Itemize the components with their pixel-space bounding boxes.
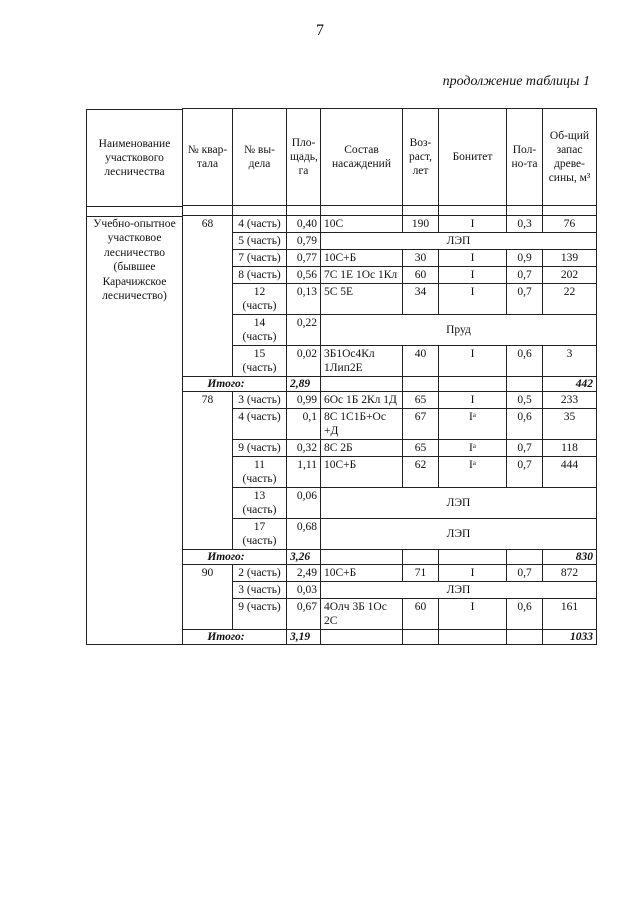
stock-cell: 139: [543, 250, 597, 267]
composition-cell: 6Ос 1Б 2Кл 1Д: [321, 392, 403, 409]
vydel-cell: 2 (часть): [233, 565, 287, 582]
kvartal-cell: 78: [183, 392, 233, 550]
area-cell: 0,68: [287, 519, 321, 550]
note-cell: ЛЭП: [321, 519, 597, 550]
polnota-cell: 0,6: [507, 346, 543, 377]
area-cell: 0,22: [287, 315, 321, 346]
bonitet-cell: I: [439, 346, 507, 377]
vydel-cell: 15 (часть): [233, 346, 287, 377]
table-row: [183, 599, 597, 630]
header-age: Воз-раст, лет: [403, 109, 439, 206]
area-cell: 0,1: [287, 409, 321, 440]
total-empty: [321, 630, 403, 645]
area-cell: 2,49: [287, 565, 321, 582]
total-area: 2,89: [287, 377, 321, 392]
note-cell: Пруд: [321, 315, 597, 346]
total-label: Итого:: [183, 550, 287, 565]
table-row: [183, 440, 597, 457]
vydel-cell: 13 (часть): [233, 488, 287, 519]
total-empty: [403, 550, 439, 565]
header-area: Пло-щадь, га: [287, 109, 321, 206]
total-area: 3,19: [287, 630, 321, 645]
table-header-row: [183, 109, 597, 206]
polnota-cell: 0,9: [507, 250, 543, 267]
vydel-cell: 3 (часть): [233, 582, 287, 599]
table-row: [183, 519, 597, 550]
age-cell: 65: [403, 392, 439, 409]
age-cell: 30: [403, 250, 439, 267]
header-kvartal: № квар-тала: [183, 109, 233, 206]
table-row: [183, 565, 597, 582]
table-row: [183, 582, 597, 599]
table-row: [183, 409, 597, 440]
area-cell: 0,79: [287, 233, 321, 250]
polnota-cell: 0,7: [507, 457, 543, 488]
table-row: [183, 233, 597, 250]
area-cell: 0,56: [287, 267, 321, 284]
table-continued-label: продолжение таблицы 1: [442, 74, 590, 89]
composition-cell: 10С+Б: [321, 250, 403, 267]
polnota-cell: 0,6: [507, 599, 543, 630]
total-empty: [507, 550, 543, 565]
note-cell: ЛЭП: [321, 233, 597, 250]
header-stock: Об-щий запас древе-сины, м³: [543, 109, 597, 206]
bonitet-cell: I: [439, 599, 507, 630]
stock-cell: 3: [543, 346, 597, 377]
composition-cell: 10С+Б: [321, 565, 403, 582]
composition-cell: 8С 1С1Б+Ос +Д: [321, 409, 403, 440]
vydel-cell: 7 (часть): [233, 250, 287, 267]
polnota-cell: 0,7: [507, 267, 543, 284]
bonitet-cell: Iᵃ: [439, 440, 507, 457]
vydel-cell: 3 (часть): [233, 392, 287, 409]
total-empty: [439, 630, 507, 645]
vydel-cell: 17 (часть): [233, 519, 287, 550]
total-empty: [321, 550, 403, 565]
kvartal-cell: 68: [183, 216, 233, 377]
header-forestry-name: Наименование участкового лесничества: [86, 109, 182, 207]
total-empty: [507, 630, 543, 645]
stock-cell: 233: [543, 392, 597, 409]
vydel-cell: 5 (часть): [233, 233, 287, 250]
composition-cell: 10С: [321, 216, 403, 233]
stock-cell: 22: [543, 284, 597, 315]
age-cell: 60: [403, 267, 439, 284]
vydel-cell: 11 (часть): [233, 457, 287, 488]
total-empty: [439, 377, 507, 392]
header-vydel: № вы-дела: [233, 109, 287, 206]
stock-cell: 202: [543, 267, 597, 284]
stock-cell: 35: [543, 409, 597, 440]
area-cell: 0,67: [287, 599, 321, 630]
age-cell: 190: [403, 216, 439, 233]
polnota-cell: 0,6: [507, 409, 543, 440]
stock-cell: 118: [543, 440, 597, 457]
bonitet-cell: I: [439, 284, 507, 315]
vydel-cell: 9 (часть): [233, 440, 287, 457]
table-row: [183, 457, 597, 488]
polnota-cell: 0,7: [507, 284, 543, 315]
age-cell: 40: [403, 346, 439, 377]
forestry-name: Учебно-опытное участковое лесничество (бывшее Карачижское лесничество): [93, 217, 176, 302]
bonitet-cell: Iᵃ: [439, 409, 507, 440]
table-row: [183, 250, 597, 267]
total-stock: 830: [543, 550, 597, 565]
age-cell: 65: [403, 440, 439, 457]
composition-cell: 4Олч 3Б 1Ос 2С: [321, 599, 403, 630]
area-cell: 0,32: [287, 440, 321, 457]
table-body: [183, 216, 597, 645]
total-row: [183, 630, 597, 645]
composition-cell: 3Б1Ос4Кл 1Лип2Е: [321, 346, 403, 377]
bonitet-cell: Iᵃ: [439, 457, 507, 488]
polnota-cell: 0,5: [507, 392, 543, 409]
area-cell: 0,99: [287, 392, 321, 409]
total-area: 3,26: [287, 550, 321, 565]
bonitet-cell: I: [439, 250, 507, 267]
stock-cell: 444: [543, 457, 597, 488]
forestry-name-cell: [86, 216, 182, 645]
table-row: [183, 216, 597, 233]
table-row: [183, 346, 597, 377]
vydel-cell: 12 (часть): [233, 284, 287, 315]
vydel-cell: 8 (часть): [233, 267, 287, 284]
total-row: [183, 550, 597, 565]
age-cell: 62: [403, 457, 439, 488]
stock-cell: 161: [543, 599, 597, 630]
vydel-cell: 4 (часть): [233, 216, 287, 233]
age-cell: 71: [403, 565, 439, 582]
header-spacer-row: [183, 206, 597, 216]
total-empty: [439, 550, 507, 565]
vydel-cell: 9 (часть): [233, 599, 287, 630]
composition-cell: 8С 2Б: [321, 440, 403, 457]
vydel-cell: 14 (часть): [233, 315, 287, 346]
area-cell: 0,40: [287, 216, 321, 233]
age-cell: 34: [403, 284, 439, 315]
area-cell: 0,06: [287, 488, 321, 519]
header-polnota: Пол-но-та: [507, 109, 543, 206]
age-cell: 60: [403, 599, 439, 630]
kvartal-cell: 90: [183, 565, 233, 630]
total-empty: [321, 377, 403, 392]
composition-cell: 10С+Б: [321, 457, 403, 488]
stock-cell: 76: [543, 216, 597, 233]
note-cell: ЛЭП: [321, 488, 597, 519]
total-stock: 442: [543, 377, 597, 392]
area-cell: 0,77: [287, 250, 321, 267]
polnota-cell: 0,7: [507, 440, 543, 457]
age-cell: 67: [403, 409, 439, 440]
polnota-cell: 0,3: [507, 216, 543, 233]
total-empty: [403, 377, 439, 392]
area-cell: 0,03: [287, 582, 321, 599]
header-bonitet: Бонитет: [439, 109, 507, 206]
total-empty: [403, 630, 439, 645]
area-cell: 1,11: [287, 457, 321, 488]
table-row: [183, 488, 597, 519]
table-row: [183, 392, 597, 409]
note-cell: ЛЭП: [321, 582, 597, 599]
table-row: [183, 284, 597, 315]
composition-cell: 5С 5Е: [321, 284, 403, 315]
total-label: Итого:: [183, 377, 287, 392]
total-label: Итого:: [183, 630, 287, 645]
total-stock: 1033: [543, 630, 597, 645]
composition-cell: 7С 1Е 1Ос 1Кл: [321, 267, 403, 284]
polnota-cell: 0,7: [507, 565, 543, 582]
area-cell: 0,13: [287, 284, 321, 315]
bonitet-cell: I: [439, 565, 507, 582]
bonitet-cell: I: [439, 216, 507, 233]
table-row: [183, 267, 597, 284]
vydel-cell: 4 (часть): [233, 409, 287, 440]
bonitet-cell: I: [439, 392, 507, 409]
page-number: 7: [316, 22, 324, 39]
total-empty: [507, 377, 543, 392]
total-row: [183, 377, 597, 392]
forestry-table: [182, 108, 597, 645]
area-cell: 0,02: [287, 346, 321, 377]
table-row: [183, 315, 597, 346]
bonitet-cell: I: [439, 267, 507, 284]
header-composition: Состав насаждений: [321, 109, 403, 206]
stock-cell: 872: [543, 565, 597, 582]
